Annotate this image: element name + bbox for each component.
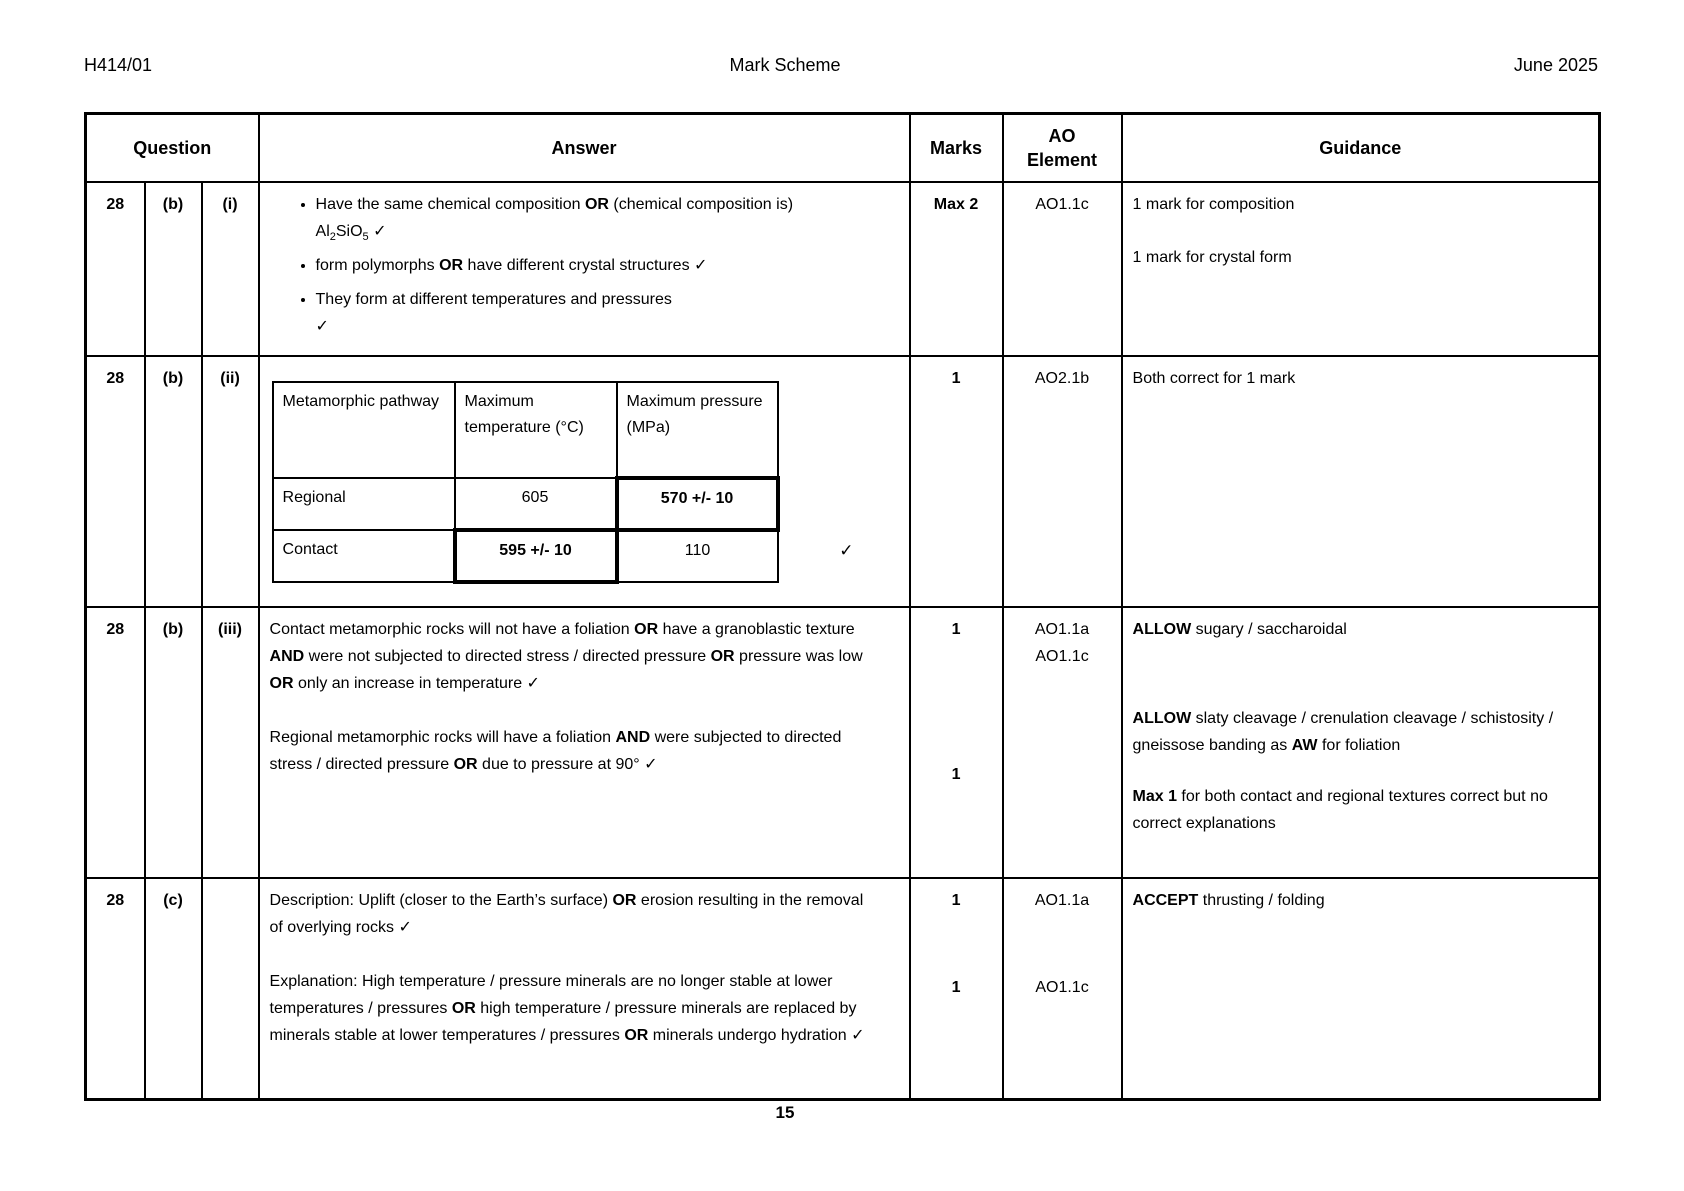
ao-value: AO1.1c (1035, 195, 1089, 213)
table-row-28bi (86, 182, 1600, 356)
guidance-note: 1 mark for crystal form (1132, 248, 1292, 266)
answer-paragraph: Description: Uplift (closer to the Earth’s surface) OR erosion resulting in the removal of overlying rocks ✓ (269, 891, 864, 936)
guidance-note: 1 mark for composition (1132, 195, 1295, 213)
question-part: (b) (145, 356, 202, 607)
metamorphic-pathway-table (272, 381, 780, 584)
marks-cell (910, 607, 1003, 878)
col-header-ao-element: AO Element (1003, 114, 1122, 182)
pathway-label: Regional (273, 478, 455, 530)
ao-value: AO1.1a (1034, 891, 1090, 909)
table-row-28biii (86, 607, 1600, 878)
answer-bullet: • Have the same chemical composition OR (chemical composition is) $Al_2SiO_5$ ✓ (316, 191, 806, 245)
document-date: June 2025 (1513, 55, 1598, 75)
regional-pressure-answer: 570 +/- 10 (617, 478, 778, 530)
inner-table-row-regional (273, 478, 778, 530)
marks-value: 1 (951, 978, 961, 996)
question-part: (b) (145, 607, 202, 878)
document-title: Mark Scheme (729, 55, 841, 75)
marks-value: 1 (951, 369, 961, 387)
guidance-note: Both correct for 1 mark (1132, 369, 1296, 387)
guidance-note: ALLOW sugary / saccharoidal (1132, 620, 1347, 638)
inner-header-max-pressure: Maximum pressure (MPa) (617, 382, 778, 478)
marks-value: 1 (951, 620, 961, 638)
mark-scheme-table (84, 112, 1601, 1101)
guidance-note: Max 1 for both contact and regional textures correct but no correct explanations (1132, 787, 1548, 832)
answer-paragraph: Contact metamorphic rocks will not have a foliation OR have a granoblastic texture AND were not subjected to directed stress / directed pressure OR pressure was low OR only an increase in temperature ✓ (269, 620, 863, 692)
inner-table-header-row (273, 382, 778, 478)
marks-cell (910, 878, 1003, 1100)
answer-cell (259, 182, 910, 356)
guidance-cell (1122, 878, 1600, 1100)
ao-value: AO1.1c (1035, 647, 1089, 665)
table-header-row (86, 114, 1600, 182)
col-header-answer: Answer (259, 114, 910, 182)
ao-element-cell (1003, 182, 1122, 356)
page-number: 15 (775, 1103, 795, 1122)
ao-value: AO2.1b (1034, 369, 1090, 387)
document-code: H414/01 (84, 55, 153, 75)
question-part: (c) (145, 878, 202, 1100)
answer-paragraph: Explanation: High temperature / pressure minerals are no longer stable at lower temperatures / pressures OR high temperature / pressure minerals are replaced by minerals stable at lower temperatures / pressures OR minerals undergo hydration ✓ (269, 972, 865, 1044)
question-number: 28 (86, 607, 145, 878)
question-subpart: (iii) (202, 607, 259, 878)
pathway-label: Contact (273, 530, 455, 582)
question-subpart: (i) (202, 182, 259, 356)
guidance-note: ALLOW slaty cleavage / crenulation cleavage / schistosity / gneissose banding as AW for foliation (1132, 709, 1554, 754)
answer-cell (259, 607, 910, 878)
tick-mark: ✓ (839, 540, 854, 560)
marks-cell (910, 356, 1003, 607)
regional-temperature-value: 605 (455, 478, 617, 530)
inner-header-pathway: Metamorphic pathway (273, 382, 455, 478)
question-number: 28 (86, 182, 145, 356)
guidance-note: ACCEPT thrusting / folding (1132, 891, 1325, 909)
marks-cell (910, 182, 1003, 356)
answer-bullet: • form polymorphs OR have different crystal structures ✓ (316, 252, 806, 279)
table-row-28c (86, 878, 1600, 1100)
marks-value: 1 (951, 765, 961, 783)
question-subpart (202, 878, 259, 1100)
guidance-cell (1122, 182, 1600, 356)
ao-value: AO1.1c (1035, 978, 1089, 996)
question-number: 28 (86, 878, 145, 1100)
col-header-question: Question (86, 114, 259, 182)
contact-temperature-answer: 595 +/- 10 (455, 530, 617, 582)
ao-value: AO1.1a (1034, 620, 1090, 638)
guidance-cell (1122, 356, 1600, 607)
marks-value: Max 2 (933, 195, 979, 213)
ao-element-cell (1003, 607, 1122, 878)
answer-cell (259, 878, 910, 1100)
question-number: 28 (86, 356, 145, 607)
col-header-marks: Marks (910, 114, 1003, 182)
answer-cell (259, 356, 910, 607)
question-part: (b) (145, 182, 202, 356)
ao-element-cell (1003, 356, 1122, 607)
table-row-28bii (86, 356, 1600, 607)
col-header-guidance: Guidance (1122, 114, 1600, 182)
marks-value: 1 (951, 891, 961, 909)
answer-bullet-list (270, 191, 806, 340)
inner-table-row-contact (273, 530, 778, 582)
inner-header-max-temperature: Maximum temperature (°C) (455, 382, 617, 478)
guidance-cell (1122, 607, 1600, 878)
question-subpart: (ii) (202, 356, 259, 607)
answer-paragraph: Regional metamorphic rocks will have a foliation AND were subjected to directed stress / directed pressure OR due to pressure at 90° ✓ (269, 728, 842, 773)
ao-element-cell (1003, 878, 1122, 1100)
contact-pressure-value: 110 (617, 530, 778, 582)
answer-bullet: • They form at different temperatures and pressures ✓ (316, 286, 806, 340)
